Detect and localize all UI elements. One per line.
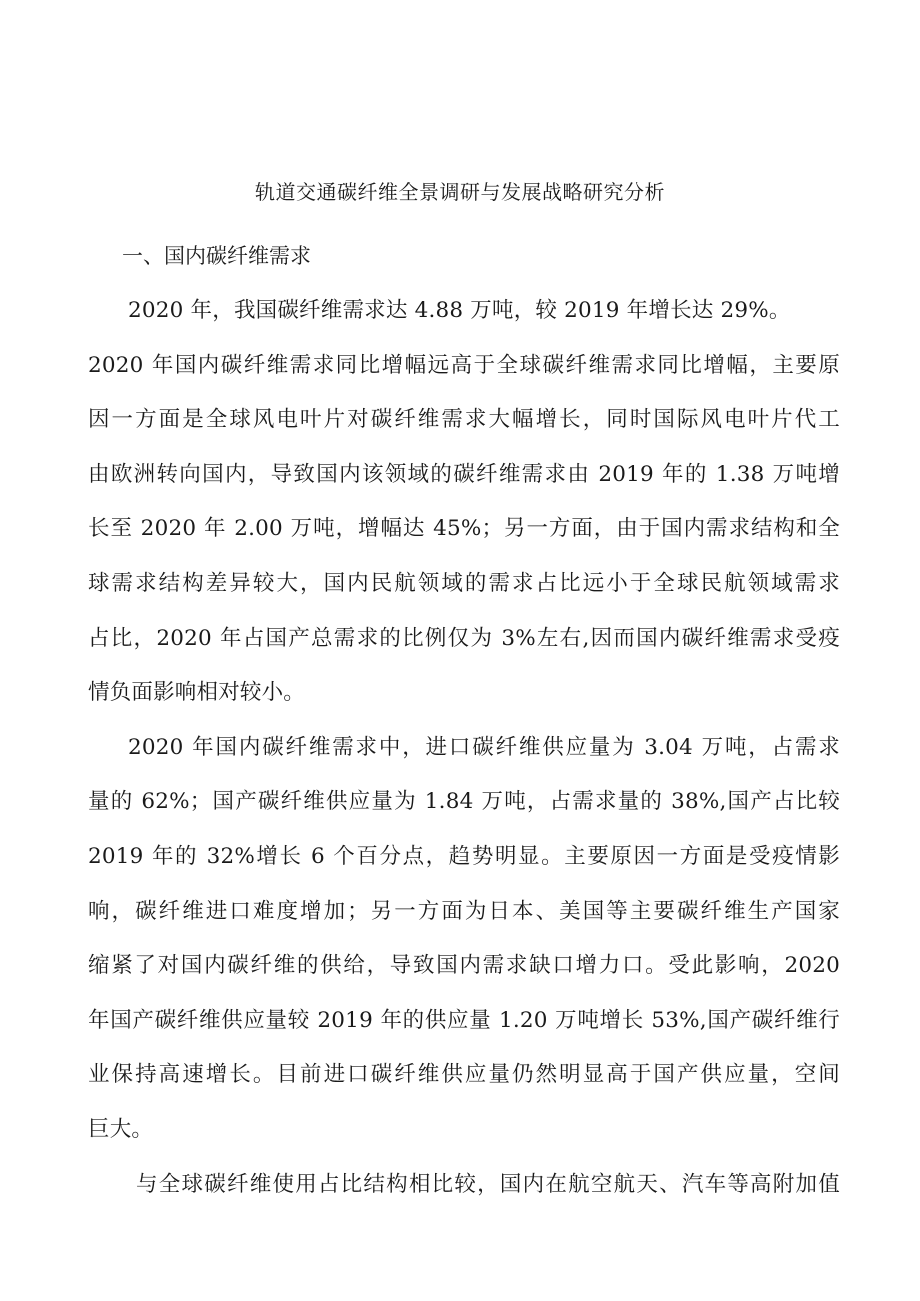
paragraph-3-line-1: 与全球碳纤维使用占比结构相比较，国内在航空航天、汽车等高附加值 — [136, 1171, 840, 1197]
paragraph-1-line-2: 2020 年国内碳纤维需求同比增幅远高于全球碳纤维需求同比增幅，主要原 — [88, 352, 840, 378]
paragraph-1-line-8: 情负面影响相对较小。 — [88, 680, 306, 706]
paragraph-2-line-4: 响，碳纤维进口难度增加；另一方面为日本、美国等主要碳纤维生产国家 — [88, 898, 840, 924]
paragraph-2-line-5: 缩紧了对国内碳纤维的供给，导致国内需求缺口增力口。受此影响，2020 — [88, 953, 840, 979]
paragraph-2-line-8: 巨大。 — [88, 1116, 154, 1142]
paragraph-2-line-6: 年国产碳纤维供应量较 2019 年的供应量 1.20 万吨增长 53%,国产碳纤维行 — [88, 1007, 840, 1033]
paragraph-1-line-3: 因一方面是全球风电叶片对碳纤维需求大幅增长，同时国际风电叶片代工 — [88, 407, 840, 433]
paragraph-2-line-1: 2020 年国内碳纤维需求中，进口碳纤维供应量为 3.04 万吨，占需求 — [128, 734, 840, 760]
section-heading: 一、国内碳纤维需求 — [122, 244, 311, 268]
paragraph-1-line-4: 由欧洲转向国内，导致国内该领域的碳纤维需求由 2019 年的 1.38 万吨增 — [88, 461, 840, 487]
paragraph-2-line-3: 2019 年的 32%增长 6 个百分点，趋势明显。主要原因一方面是受疫情影 — [88, 843, 840, 869]
paragraph-1-line-1: 2020 年，我国碳纤维需求达 4.88 万吨，较 2019 年增长达 29%。 — [128, 298, 791, 323]
paragraph-2-line-2: 量的 62%；国产碳纤维供应量为 1.84 万吨，占需求量的 38%,国产占比较 — [88, 789, 840, 815]
document-body — [88, 284, 840, 1212]
document-title: 轨道交通碳纤维全景调研与发展战略研究分析 — [255, 180, 665, 204]
paragraph-2-line-7: 业保持高速增长。目前进口碳纤维供应量仍然明显高于国产供应量，空间 — [88, 1062, 840, 1088]
paragraph-1-line-5: 长至 2020 年 2.00 万吨，增幅达 45%；另一方面，由于国内需求结构和全 — [88, 516, 840, 542]
paragraph-1-line-7: 占比，2020 年占国产总需求的比例仅为 3%左右,因而国内碳纤维需求受疫 — [88, 625, 840, 651]
paragraph-1-line-6: 球需求结构差异较大，国内民航领域的需求占比远小于全球民航领域需求 — [88, 570, 840, 596]
